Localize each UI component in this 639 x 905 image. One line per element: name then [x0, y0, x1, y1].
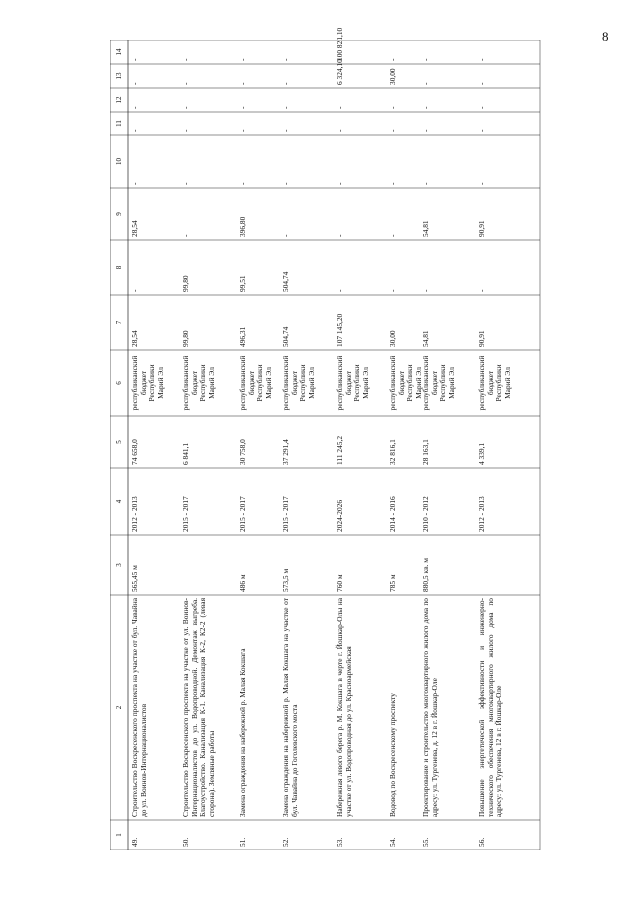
row-3-quantity: 486 м — [238, 574, 247, 592]
row-5-col-7: 107 145,20 — [335, 313, 344, 347]
row-5-col-10: - — [335, 182, 344, 185]
row-3-cost: 30 758,0 — [238, 439, 247, 465]
row-4-col-9: - — [281, 234, 290, 237]
row-5-col-11: - — [335, 129, 344, 132]
rotated-table-sheet — [110, 27, 610, 850]
row-6-col-11: - — [388, 129, 397, 132]
column-header-6: 6 — [115, 381, 123, 385]
row-2-col-10: - — [181, 182, 190, 185]
row-1-col-10: - — [130, 182, 139, 185]
row-6-cost: 32 816,1 — [388, 439, 397, 465]
page-number: 8 — [602, 29, 609, 44]
column-header-13: 13 — [115, 72, 123, 80]
row-8-col-14: - — [477, 58, 486, 61]
column-header-8: 8 — [115, 265, 123, 270]
row-2-name: Строительство Воскресенского проспекта на участке от ул. Воинов-Интернационалистов до ул. Водопроводной. Демонтаж выгреба. Благоустройство. Канализация К-1. Канализация К-2, К2-2 (левая сторона). Земляные работы — [181, 598, 216, 817]
row-2-col-9: - — [181, 234, 190, 237]
row-8-col-8: - — [477, 289, 486, 292]
row-5-col-8: - — [335, 289, 344, 292]
row-4-col-11: - — [281, 129, 290, 132]
row-3-col-7: 496,31 — [238, 326, 247, 347]
column-header-4: 4 — [115, 499, 123, 504]
row-4-period: 2015 - 2017 — [281, 496, 290, 532]
row-1-name: Строительство Воскресенского проспекта на участке от бул. Чавайна до ул. Воинов-Интернационалистов — [130, 598, 148, 817]
row-1-number: 49. — [130, 837, 139, 847]
row-3-name: Замена ограждения на набережной р. Малая Кокшага — [238, 648, 247, 817]
row-2-col-11: - — [181, 129, 190, 132]
row-3-funding-source: республиканский бюджет Республики Марий Эл — [238, 355, 273, 411]
row-4-funding-source: республиканский бюджет Республики Марий Эл — [281, 355, 316, 411]
row-2-period: 2015 - 2017 — [181, 496, 190, 532]
row-4-col-13: - — [281, 82, 290, 85]
row-2-col-14: - — [181, 58, 190, 61]
row-1-funding-source: республиканский бюджет Республики Марий Эл — [130, 355, 165, 411]
row-6-col-10: - — [388, 182, 397, 185]
row-2-col-13: - — [181, 82, 190, 85]
row-5-col-12: - — [335, 106, 344, 109]
row-3-col-10: - — [238, 182, 247, 185]
row-5-col-9: - — [335, 234, 344, 237]
column-header-2: 2 — [115, 705, 123, 710]
row-2-col-12: - — [181, 106, 190, 109]
row-7-col-10: - — [421, 182, 430, 185]
row-6-col-13: 30,00 — [388, 68, 397, 85]
column-header-3: 3 — [115, 563, 123, 567]
row-8-col-7: 90,91 — [477, 330, 486, 347]
column-header-14: 14 — [115, 48, 123, 56]
row-8-cost: 4 339,1 — [477, 442, 486, 465]
column-header-12: 12 — [115, 96, 123, 104]
row-1-period: 2012 - 2013 — [130, 496, 139, 532]
row-7-period: 2010 - 2012 — [421, 496, 430, 532]
row-5-period: 2024-2026 — [335, 499, 344, 532]
row-4-cost: 37 291,4 — [281, 439, 290, 465]
row-6-col-14: - — [388, 58, 397, 61]
row-5-col-14: 100 821,10 — [335, 27, 344, 61]
row-7-quantity: 880,5 кв. м — [421, 558, 430, 592]
row-4-number: 52. — [281, 837, 290, 847]
row-6-number: 54. — [388, 837, 397, 847]
row-7-col-13: - — [421, 82, 430, 85]
row-8-period: 2012 - 2013 — [477, 496, 486, 532]
column-header-5: 5 — [115, 440, 123, 444]
row-7-col-7: 54,81 — [421, 330, 430, 347]
column-header-10: 10 — [115, 158, 123, 165]
row-5-name: Набережная левого берега р. М. Кокшага в черте г. Йошкар-Олы на участке от ул. Водопроводная до ул. Красноармейская — [335, 598, 353, 817]
row-5-number: 53. — [335, 837, 344, 847]
row-4-col-7: 504,74 — [281, 326, 290, 347]
row-1-quantity: 565,45 м — [130, 565, 139, 592]
row-8-col-11: - — [477, 129, 486, 132]
row-5-col-13: 6 324,10 — [335, 59, 344, 85]
row-8-number: 56. — [477, 837, 486, 847]
row-4-col-8: 504,74 — [281, 271, 290, 292]
row-8-col-10: - — [477, 182, 486, 185]
row-4-col-14: - — [281, 58, 290, 61]
row-3-col-8: 99,51 — [238, 275, 247, 292]
row-8-col-9: 90,91 — [477, 220, 486, 237]
row-2-number: 50. — [181, 837, 190, 847]
row-7-name: Проектирование и строительство многоквартирного жилого дома по адресу: ул. Тургенева, д. 12 в г. Йошкар-Оле — [421, 598, 439, 817]
row-5-funding-source: республиканский бюджет Республики Марий Эл — [335, 355, 370, 411]
column-header-7: 7 — [115, 320, 123, 325]
row-8-funding-source: республиканский бюджет Республики Марий Эл — [477, 355, 512, 411]
row-4-quantity: 573,5 м — [281, 568, 290, 592]
row-6-quantity: 785 м — [388, 574, 397, 592]
row-1-col-9: 28,54 — [130, 220, 139, 237]
row-2-cost: 6 841,1 — [181, 442, 190, 465]
row-1-cost: 74 658,0 — [130, 439, 139, 465]
row-3-col-9: 396,80 — [238, 216, 247, 237]
column-header-11: 11 — [115, 120, 123, 127]
row-1-col-11: - — [130, 129, 139, 132]
row-7-col-14: - — [421, 58, 430, 61]
row-5-cost: 111 245,2 — [335, 435, 344, 465]
row-4-col-10: - — [281, 182, 290, 185]
row-5-quantity: 760 м — [335, 574, 344, 592]
row-8-col-13: - — [477, 82, 486, 85]
row-7-number: 55. — [421, 837, 430, 847]
row-7-col-9: 54,81 — [421, 220, 430, 237]
row-2-funding-source: республиканский бюджет Республики Марий Эл — [181, 355, 216, 411]
row-3-col-11: - — [238, 129, 247, 132]
row-7-cost: 28 163,1 — [421, 439, 430, 465]
row-7-col-11: - — [421, 129, 430, 132]
column-header-1: 1 — [115, 833, 123, 837]
row-7-funding-source: республиканский бюджет Республики Марий Эл — [421, 355, 456, 411]
row-7-col-12: - — [421, 106, 430, 109]
row-4-col-12: - — [281, 106, 290, 109]
row-6-period: 2014 - 2016 — [388, 496, 397, 532]
row-7-col-8: - — [421, 289, 430, 292]
row-6-col-8: - — [388, 289, 397, 292]
row-2-col-7: 99,80 — [181, 330, 190, 347]
row-3-col-13: - — [238, 82, 247, 85]
row-6-name: Водовод по Воскресенскому проспекту — [388, 693, 397, 817]
row-1-col-12: - — [130, 106, 139, 109]
row-6-col-9: - — [388, 234, 397, 237]
row-1-col-13: - — [130, 82, 139, 85]
row-1-col-8: - — [130, 289, 139, 292]
row-1-col-7: 28,54 — [130, 330, 139, 347]
row-3-col-12: - — [238, 106, 247, 109]
row-4-name: Замена ограждения на набережной р. Малая Кокшага на участке от бул. Чавайна до Гоголевского моста — [281, 598, 299, 817]
row-3-col-14: - — [238, 58, 247, 61]
row-8-col-12: - — [477, 106, 486, 109]
row-3-number: 51. — [238, 837, 247, 847]
row-3-period: 2015 - 2017 — [238, 496, 247, 532]
row-1-col-14: - — [130, 58, 139, 61]
row-2-col-8: 99,80 — [181, 275, 190, 292]
row-6-funding-source: республиканский бюджет Республики Марий Эл — [388, 355, 423, 411]
row-6-col-7: 30,00 — [388, 330, 397, 347]
column-header-9: 9 — [115, 212, 123, 216]
row-8-name: Повышение энергетической эффективности и инженерно-технического обеспечения многоквартирного жилого дома по адресу: ул. Тургенева, 12 в г. Йошкар-Оле — [477, 598, 504, 817]
row-6-col-12: - — [388, 106, 397, 109]
